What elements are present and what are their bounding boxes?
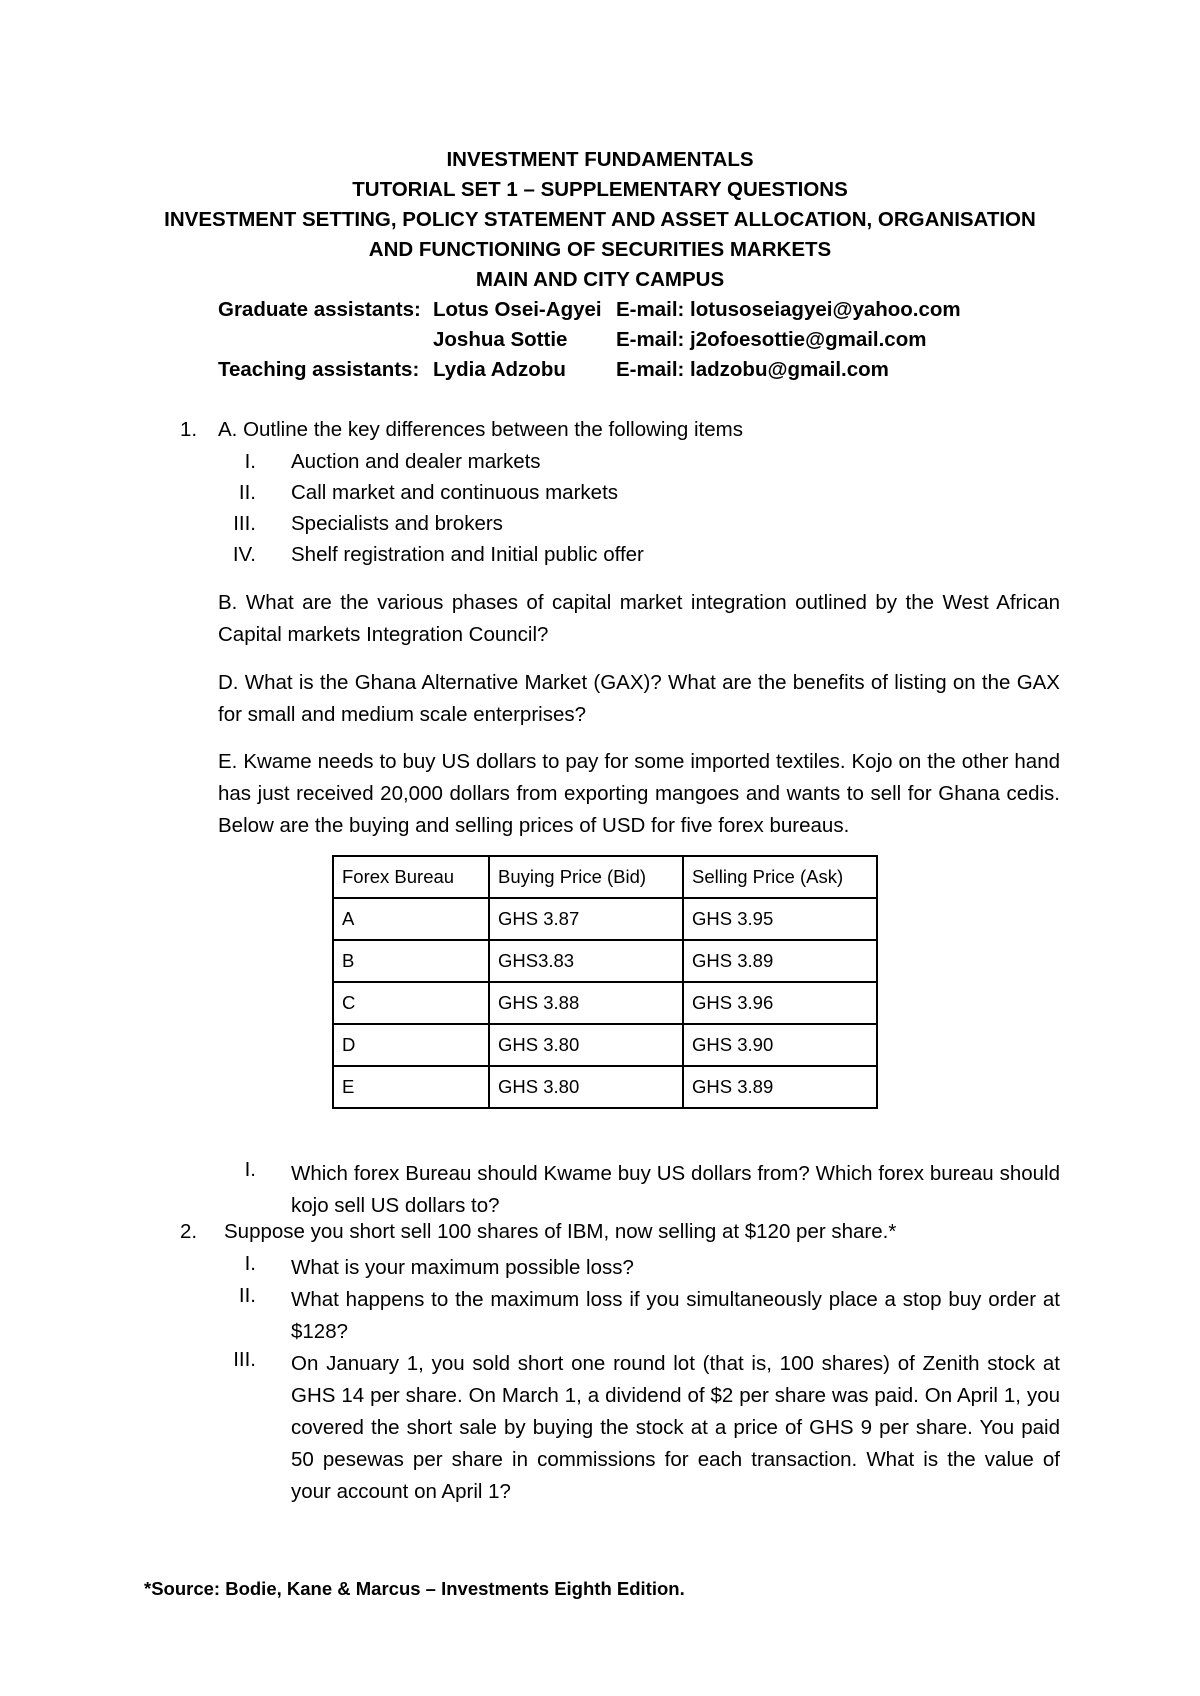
table-cell: GHS 3.80 [489,1024,683,1066]
forex-table [332,855,878,1109]
table-header-row [333,856,877,898]
assistant-email[interactable]: E-mail: j2ofoesottie@gmail.com [616,328,927,351]
table-cell: GHS 3.87 [489,898,683,940]
table-cell: C [333,982,489,1024]
assistant-name: Joshua Sottie [433,328,568,351]
list-numeral: IV. [232,543,256,566]
assistant-email[interactable]: E-mail: ladzobu@gmail.com [616,358,889,381]
question-number: 1. [180,418,198,441]
column-header: Buying Price (Bid) [489,856,683,898]
tutorial-title: TUTORIAL SET 1 – SUPPLEMENTARY QUESTIONS [352,178,848,201]
list-numeral: III. [233,512,256,535]
list-numeral: I. [244,1158,256,1181]
list-item-text: Specialists and brokers [291,512,503,535]
assistant-name: Lotus Osei-Agyei [433,298,602,321]
list-item-text: What is your maximum possible loss? [291,1256,634,1279]
question-1d-text: D. What is the Ghana Alternative Market (GAX)? What are the benefits of listing on the GAX for small and medium scale enterprises? [218,671,1060,726]
list-item-text: What happens to the maximum loss if you simultaneously place a stop buy order at $128? [291,1288,1060,1343]
list-item-text: Shelf registration and Initial public offer [291,543,644,566]
assistant-name: Lydia Adzobu [433,358,566,381]
list-item-text: Auction and dealer markets [291,450,541,473]
question-2-text: Suppose you short sell 100 shares of IBM, now selling at $120 per share.* [224,1220,897,1243]
graduate-assistants-label: Graduate assistants: [218,298,421,321]
list-numeral: II. [238,481,256,504]
list-numeral: I. [244,450,256,473]
table-cell: GHS 3.89 [683,940,877,982]
course-title: INVESTMENT FUNDAMENTALS [446,148,754,171]
table-row [333,1066,877,1108]
list-numeral: III. [233,1348,256,1371]
campus-line: MAIN AND CITY CAMPUS [475,268,725,291]
table-cell: B [333,940,489,982]
table-cell: D [333,1024,489,1066]
table-row [333,1024,877,1066]
table-cell: GHS 3.80 [489,1066,683,1108]
question-1b-text: B. What are the various phases of capital market integration outlined by the West African Capital markets Integration Council? [218,591,1060,646]
assistant-email[interactable]: E-mail: lotusoseiagyei@yahoo.com [616,298,961,321]
table-cell: A [333,898,489,940]
question-1e-subquestion: Which forex Bureau should Kwame buy US dollars from? Which forex bureau should kojo sell US dollars to? [291,1162,1060,1217]
table-cell: GHS 3.95 [683,898,877,940]
question-1e-text: E. Kwame needs to buy US dollars to pay for some imported textiles. Kojo on the other hand has just received 20,000 dollars from exporting mangoes and wants to sell for Ghana cedis. Below are the buying and selling prices of USD for five forex bureaus. [218,750,1060,837]
table-cell: GHS 3.90 [683,1024,877,1066]
table-cell: GHS 3.88 [489,982,683,1024]
table-cell: GHS 3.89 [683,1066,877,1108]
column-header: Forex Bureau [333,856,489,898]
teaching-assistants-label: Teaching assistants: [218,358,420,381]
list-numeral: II. [238,1284,256,1307]
table-row [333,898,877,940]
question-number: 2. [180,1220,198,1243]
list-item-text: Call market and continuous markets [291,481,619,504]
table-cell: E [333,1066,489,1108]
table-cell: GHS3.83 [489,940,683,982]
list-numeral: I. [244,1252,256,1275]
question-1a-text: A. Outline the key differences between the following items [218,418,743,441]
table-row [333,982,877,1024]
topic-line-2: AND FUNCTIONING OF SECURITIES MARKETS [368,238,832,261]
topic-line-1: INVESTMENT SETTING, POLICY STATEMENT AND ASSET ALLOCATION, ORGANISATION [164,208,1036,231]
column-header: Selling Price (Ask) [683,856,877,898]
table-row [333,940,877,982]
source-footnote: *Source: Bodie, Kane & Marcus – Investments Eighth Edition. [144,1578,685,1599]
table-cell: GHS 3.96 [683,982,877,1024]
list-item-text: On January 1, you sold short one round lot (that is, 100 shares) of Zenith stock at GHS 14 per share. On March 1, a dividend of $2 per share was paid. On April 1, you covered the short sale by buying the stock at a price of GHS 9 per share. You paid 50 pesewas per share in commissions for each transaction. What is the value of your account on April 1? [291,1352,1060,1503]
